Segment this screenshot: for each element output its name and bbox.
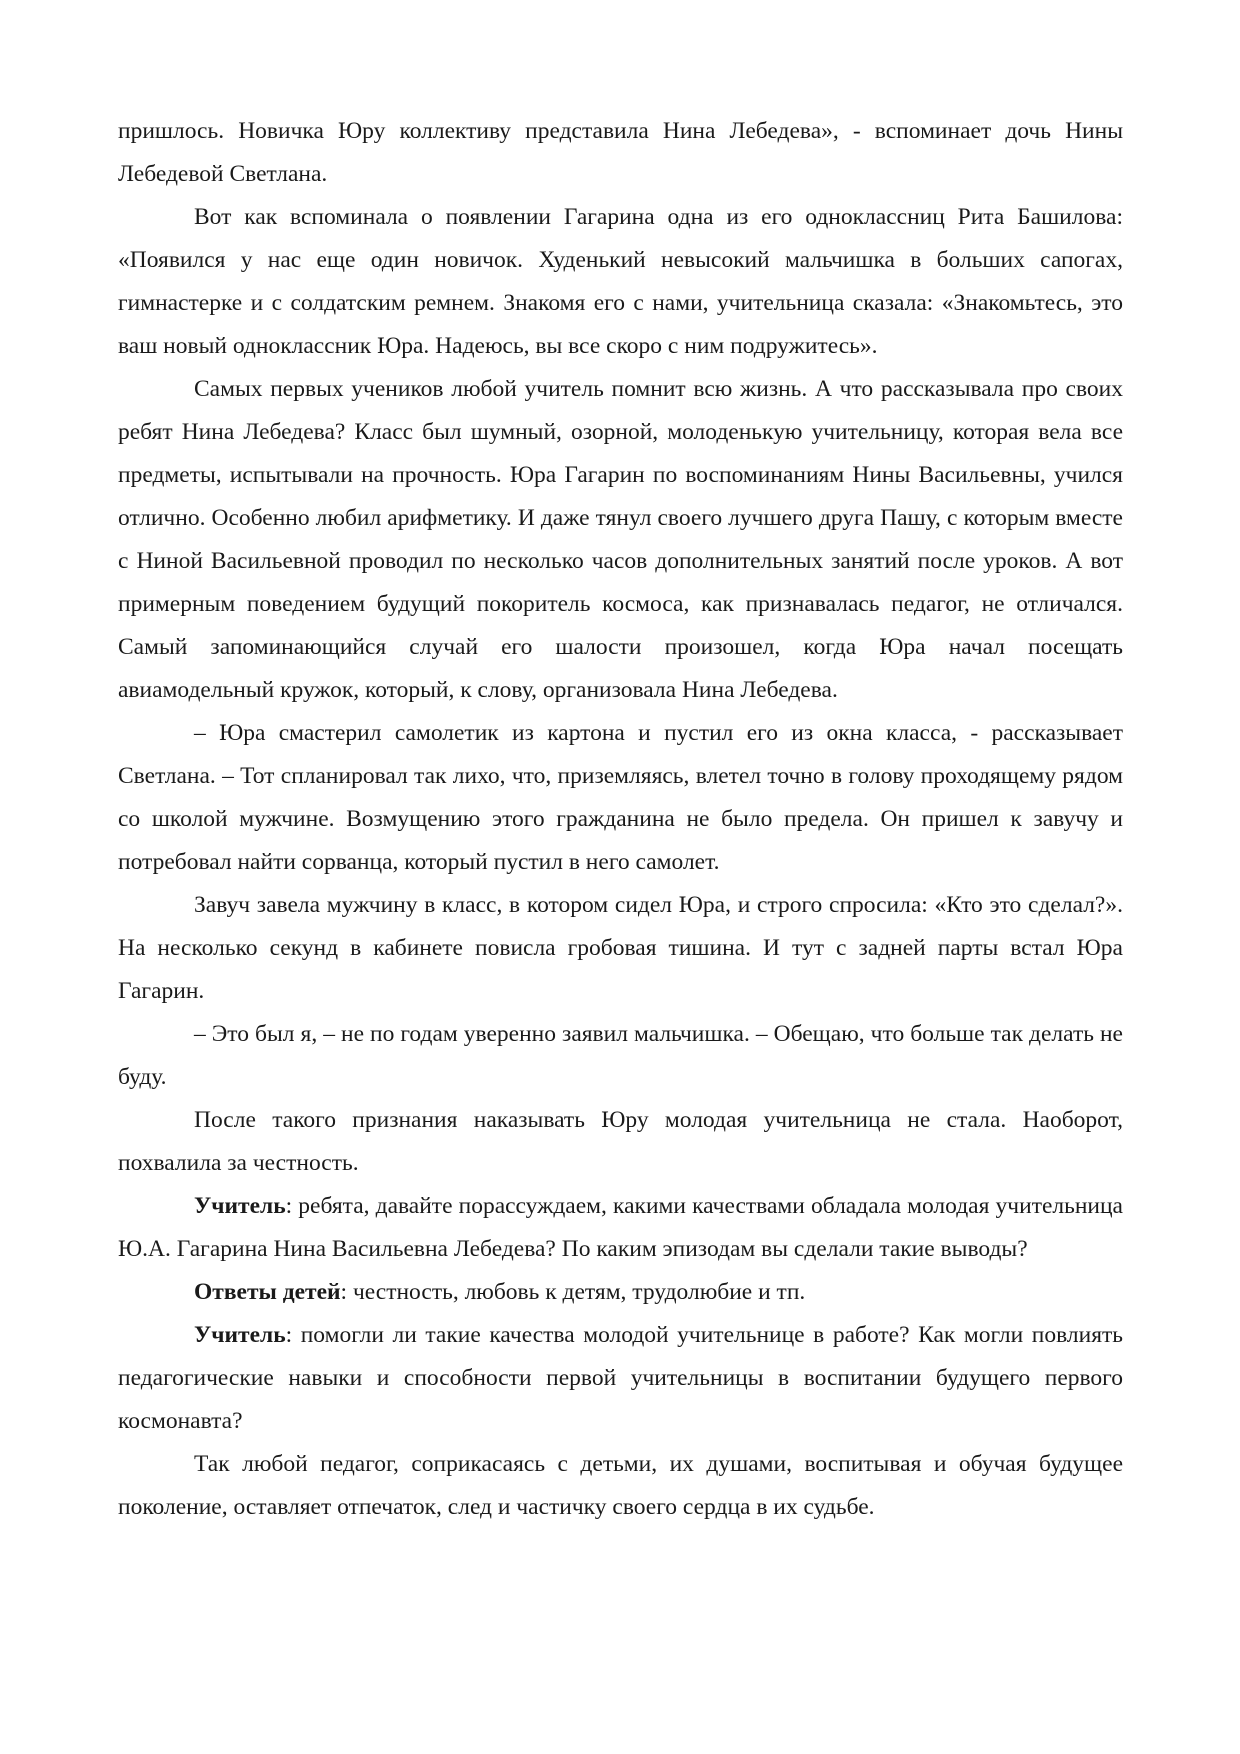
paragraph-text: Самых первых учеников любой учитель помнит всю жизнь. А что рассказывала про своих ребят Нина Лебедева? Класс был шумный, озорной, молоденькую учительницу, которая вела все предметы, испытывали на прочность. Юра Гагарин по воспоминаниям Нины Васильевны, учился отлично. Особенно любил арифметику. И даже тянул своего лучшего друга Пашу, с которым вместе с Ниной Васильевной проводил по несколько часов дополнительных занятий после уроков. А вот примерным поведением будущий покоритель космоса, как признавалась педагог, не отличался. Самый запоминающийся случай его шалости произошел, когда Юра начал посещать авиамодельный кружок, который, к слову, организовала Нина Лебедева.	[118, 376, 1123, 703]
paragraph-text: пришлось. Новичка Юру коллективу представила Нина Лебедева», - вспоминает дочь Нины Лебедевой Светлана.	[118, 118, 1123, 187]
paragraph	[118, 1443, 1123, 1529]
paragraph	[118, 110, 1123, 196]
paragraph	[118, 1013, 1123, 1099]
paragraph	[118, 196, 1123, 368]
paragraph	[118, 712, 1123, 884]
speaker-label: Ответы детей	[194, 1279, 341, 1305]
paragraph	[118, 1099, 1123, 1185]
paragraph-text: : ребята, давайте порассуждаем, какими качествами обладала молодая учительница Ю.А. Гагарина Нина Васильевна Лебедева? По каким эпизодам вы сделали такие выводы?	[118, 1193, 1123, 1262]
paragraph-text: Вот как вспоминала о появлении Гагарина одна из его одноклассниц Рита Башилова: «Появился у нас еще один новичок. Худенький невысокий мальчишка в больших сапогах, гимнастерке и с солдатским ремнем. Знакомя его с нами, учительница сказала: «Знакомьтесь, это ваш новый одноклассник Юра. Надеюсь, вы все скоро с ним подружитесь».	[118, 204, 1123, 359]
paragraph	[118, 884, 1123, 1013]
document-page	[118, 110, 1123, 1529]
paragraph-text: : помогли ли такие качества молодой учительнице в работе? Как могли повлиять педагогические навыки и способности первой учительницы в воспитании будущего первого космонавта?	[118, 1322, 1123, 1434]
paragraph-text: Так любой педагог, соприкасаясь с детьми, их душами, воспитывая и обучая будущее поколение, оставляет отпечаток, след и частичку своего сердца в их судьбе.	[118, 1451, 1123, 1520]
paragraph-text: : честность, любовь к детям, трудолюбие и тп.	[340, 1279, 806, 1305]
speaker-label: Учитель	[194, 1322, 286, 1348]
speaker-label: Учитель	[194, 1193, 286, 1219]
paragraph-text: Завуч завела мужчину в класс, в котором сидел Юра, и строго спросила: «Кто это сделал?». На несколько секунд в кабинете повисла гробовая тишина. И тут с задней парты встал Юра Гагарин.	[118, 892, 1123, 1004]
paragraph-text: – Юра смастерил самолетик из картона и пустил его из окна класса, - рассказывает Светлана. – Тот спланировал так лихо, что, приземляясь, влетел точно в голову проходящему рядом со школой мужчине. Возмущению этого гражданина не было предела. Он пришел к завучу и потребовал найти сорванца, который пустил в него самолет.	[118, 720, 1123, 875]
paragraph-text: – Это был я, – не по годам уверенно заявил мальчишка. – Обещаю, что больше так делать не буду.	[118, 1021, 1123, 1090]
paragraph-text: После такого признания наказывать Юру молодая учительница не стала. Наоборот, похвалила за честность.	[118, 1107, 1123, 1176]
paragraph	[118, 368, 1123, 712]
paragraph	[118, 1271, 1123, 1314]
paragraph	[118, 1185, 1123, 1271]
paragraph	[118, 1314, 1123, 1443]
